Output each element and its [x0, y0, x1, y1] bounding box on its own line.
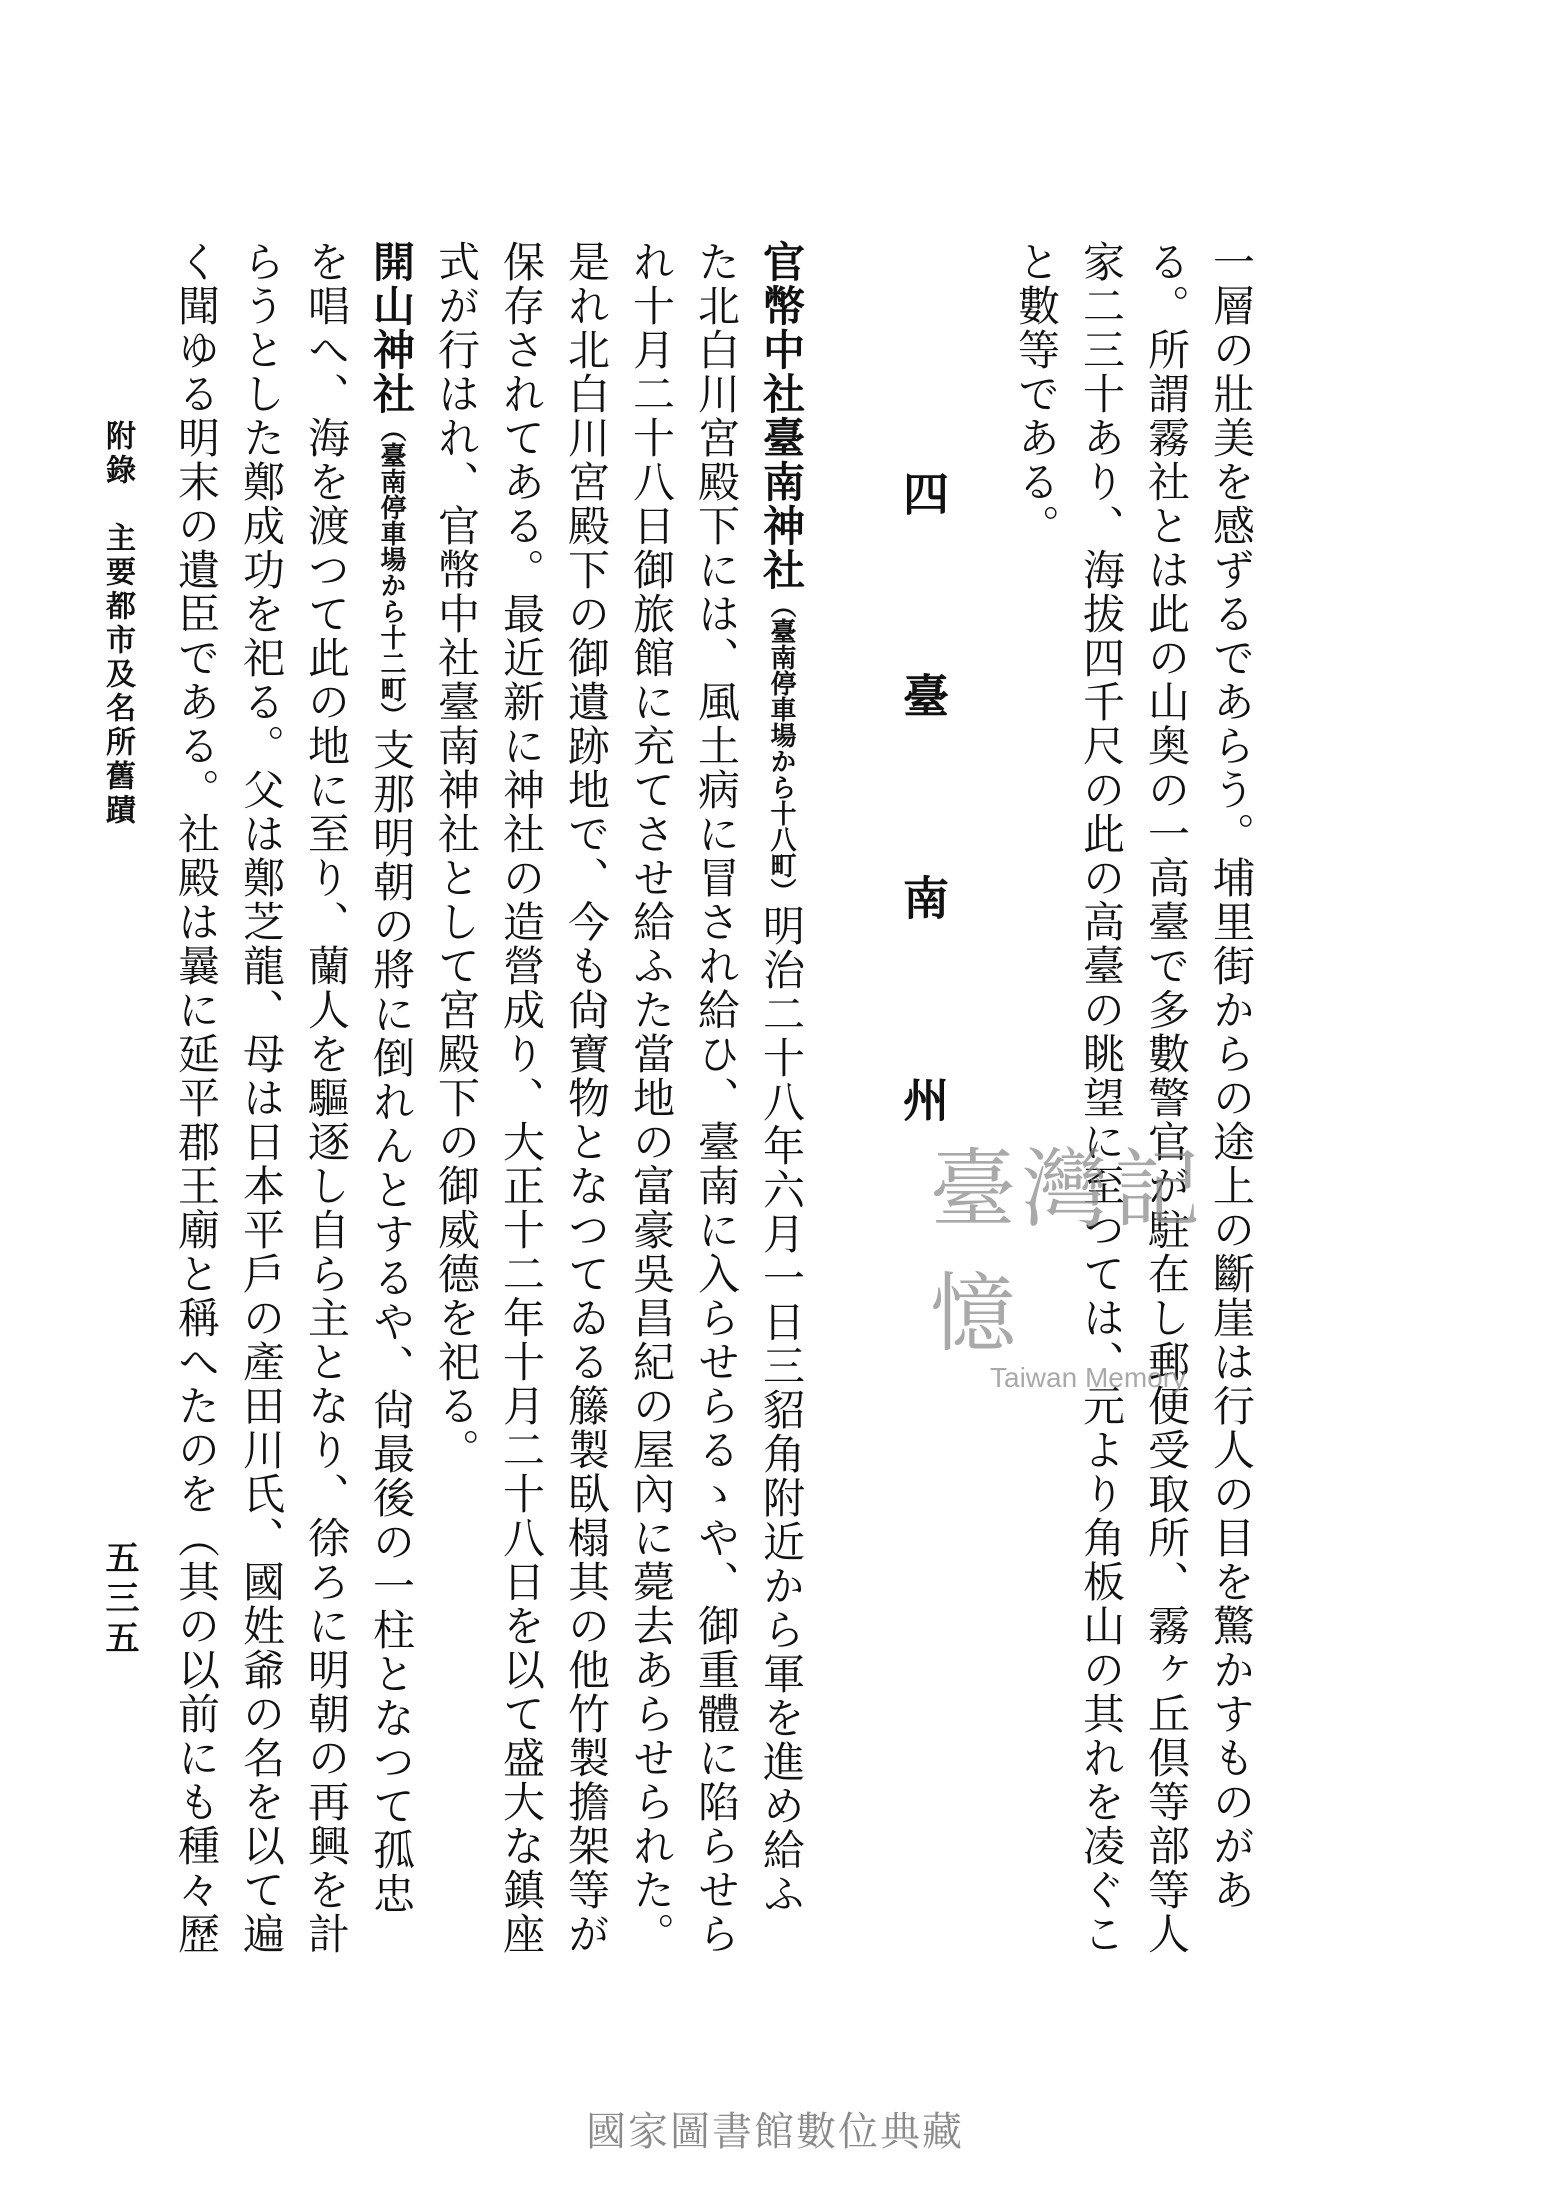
text-column-9: 式が行はれ、官幣中社臺南神社として宮殿下の御威德を祀る。 — [432, 240, 481, 1472]
entry-text-kaizan-shrine: 支那明朝の將に倒れんとするや、尙最後の一柱となつて孤忠 — [367, 728, 416, 1916]
entry-distance-kaizan-shrine: （臺南停車場から十二町） — [376, 416, 406, 728]
entry-kaizan-shrine-column — [367, 240, 416, 1916]
entry-text-taiwan-shrine: 明治二十八年六月一日三貂角附近から軍を進め給ふ — [757, 904, 806, 1916]
text-column-3: 家二三十あり、海拔四千尺の此の高臺の眺望に至つては、元より角板山の其れを凌ぐこ — [1077, 240, 1126, 1956]
text-column-11: らうとした鄭成功を祀る。父は鄭芝龍、母は日本平戶の產田川氏、國姓爺の名を以て遍 — [237, 240, 286, 1956]
text-column-10: を唱へ、海を渡つて此の地に至り、蘭人を驅逐し自ら主となり、徐ろに明朝の再興を計 — [302, 240, 351, 1956]
text-column-8: 保存されてある。最近新に神社の造營成り、大正十二年十月二十八日を以て盛大な鎮座 — [497, 240, 546, 1956]
text-column-5: た北白川宮殿下には、風土病に冒され給ひ、臺南に入らせらるゝや、御重體に陷らせら — [692, 240, 741, 1956]
section-heading: 四 臺 南 州 — [896, 470, 950, 1193]
library-caption: 國家圖書館數位典藏 — [586, 2109, 964, 2155]
running-footer: 附錄 主要都市及名所舊蹟 — [100, 420, 135, 828]
watermark-cjk-text: 臺灣記憶 — [930, 1140, 1206, 1364]
text-column-7: 是れ北白川宮殿下の御遺跡地で、今も尙寶物となつてゐる籐製臥榻其の他竹製擔架等が — [562, 240, 611, 1956]
text-column-6: れ十月二十八日御旅館に充てさせ給ふた當地の富豪吳昌紀の屋內に薨去あらせられた。 — [627, 240, 676, 1956]
entry-distance-taiwan-shrine: （臺南停車場から十八町） — [766, 592, 796, 904]
entry-title-kaizan-shrine: 開山神社 — [367, 240, 416, 416]
text-column-1: 一層の壯美を感ずるであらう。埔里街からの途上の斷崖は行人の目を驚かすものがあ — [1207, 240, 1256, 1912]
entry-taiwan-shrine-column — [757, 240, 806, 1916]
watermark-logo — [930, 1120, 1270, 1393]
text-column-4: と數等である。 — [1012, 240, 1061, 548]
text-column-12: く聞ゆる明末の遺臣である。社殿は曩に延平郡王廟と稱へたのを（其の以前にも種々歷 — [172, 240, 221, 1956]
page-number: 五三五 — [99, 1540, 139, 1660]
watermark-en-text: Taiwan Memory — [990, 1362, 1187, 1393]
text-column-2: る。所謂霧社とは此の山奥の一高臺で多數警官が駐在し郵便受取所、霧ヶ丘倶等部等人 — [1142, 240, 1191, 1956]
entry-title-taiwan-shrine: 官幣中社臺南神社 — [757, 240, 806, 592]
